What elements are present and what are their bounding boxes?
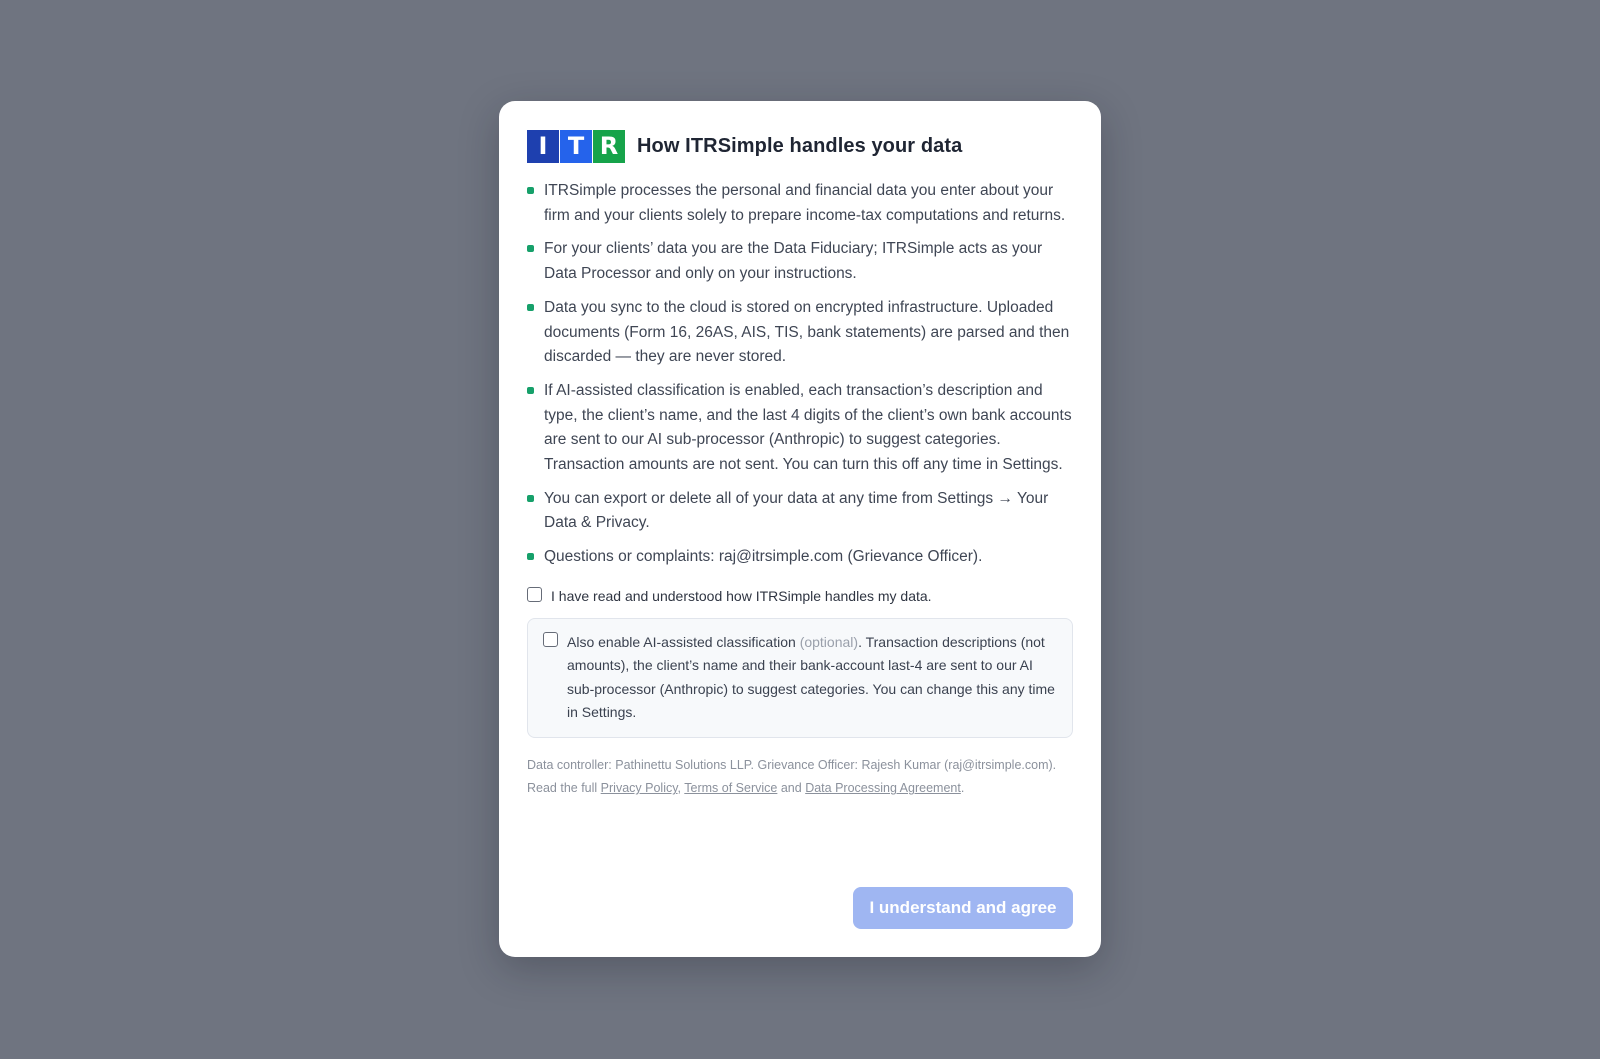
point-text: Questions or complaints: raj@itrsimple.com (Grievance Officer). [544,548,983,566]
list-item [527,379,1073,478]
ai-classification-label [567,631,1058,725]
terms-of-service-link[interactable]: Terms of Service [684,781,778,796]
footer-end: . [960,781,965,796]
list-item [527,545,1073,570]
read-consent-row[interactable] [527,586,1073,606]
footer-separator: and [777,781,806,796]
privacy-policy-link[interactable]: Privacy Policy [600,781,678,796]
read-consent-label: I have read and understood how ITRSimple handles my data. [551,587,932,604]
data-processing-agreement-link[interactable]: Data Processing Agreement [805,781,961,796]
bullet-icon [527,495,534,502]
list-item [527,296,1073,370]
ai-classification-option [527,618,1073,738]
list-item [527,237,1073,286]
ai-label-prefix: Also enable AI-assisted classification [567,633,796,650]
bullet-icon [527,304,534,311]
point-text: For your clients’ data you are the Data Fiduciary; ITRSimple acts as your Data Processor and only on your instructions. [544,240,1043,283]
point-text: Data you sync to the cloud is stored on encrypted infrastructure. Uploaded documents (Form 16, 26AS, AIS, TIS, bank statements) are parsed and then discarded — they are never stored. [544,298,1070,366]
footer-separator: , [677,781,685,796]
bullet-icon [527,553,534,560]
list-item [527,487,1073,536]
point-text: ITRSimple processes the personal and financial data you enter about your firm and your clients solely to prepare income-tax computations and returns. [544,182,1066,224]
optional-tag: (optional) [799,633,859,650]
bullet-icon [527,187,534,194]
consent-dialog [499,101,1101,957]
footer-text: Data controller: Pathinettu Solutions LLP. Grievance Officer: Rajesh Kumar (raj@itrsimple.com). Read the full [527,757,1057,796]
data-handling-points [527,179,1073,570]
itr-logo [527,130,625,163]
list-item [527,179,1073,228]
legal-footer [527,754,1073,801]
logo-letter-i: I [527,130,559,163]
agree-button[interactable]: I understand and agree [853,887,1073,929]
point-text: If AI-assisted classification is enabled, each transaction’s description and type, the client’s name, and the last 4 digits of the client’s own bank accounts are sent to our AI sub-processor (Anthropic) to suggest categories. Transaction amounts are not sent. You can turn this off any time in Settings. [544,381,1072,474]
dialog-header [527,129,1073,163]
logo-letter-t: T [560,130,592,163]
read-consent-checkbox[interactable] [527,587,542,602]
bullet-icon [527,245,534,252]
logo-letter-r: R [593,130,625,163]
point-text: You can export or delete all of your data at any time from Settings → Your Data & Privacy. [544,489,1049,532]
bullet-icon [527,387,534,394]
dialog-title: How ITRSimple handles your data [637,134,963,157]
ai-classification-checkbox[interactable] [543,632,558,647]
ai-label-suffix: . Transaction descriptions (not amounts), the client’s name and their bank-account last-4 are sent to our AI sub-processor (Anthropic) to suggest categories. You can change this any time in Settings. [567,633,1055,721]
